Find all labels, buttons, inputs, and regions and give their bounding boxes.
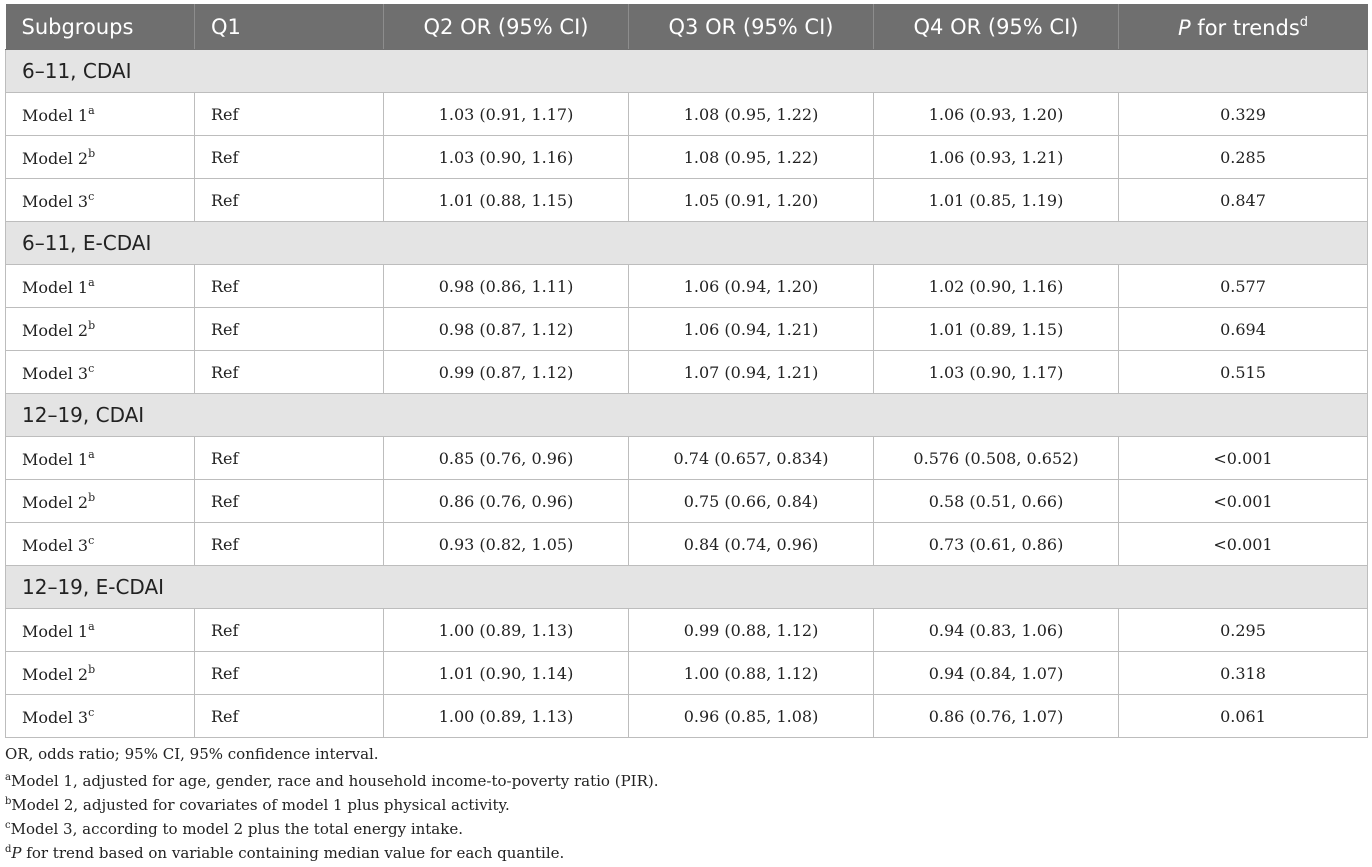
- group-label: 6–11, CDAI: [6, 50, 1368, 93]
- q4-cell: 1.06 (0.93, 1.20): [874, 93, 1119, 136]
- model-footnote-marker: a: [88, 447, 95, 461]
- p-trend-cell: 0.329: [1119, 93, 1368, 136]
- footnote-a: [5, 766, 1367, 790]
- footnotes: [5, 742, 1367, 862]
- p-trend-cell: <0.001: [1119, 480, 1368, 523]
- footnote-b: [5, 790, 1367, 814]
- q1-cell: Ref: [195, 265, 384, 308]
- model-footnote-marker: b: [88, 318, 96, 332]
- group-row: [6, 222, 1368, 265]
- q1-cell: Ref: [195, 351, 384, 394]
- q4-cell: 0.86 (0.76, 1.07): [874, 695, 1119, 738]
- q4-cell: 0.73 (0.61, 0.86): [874, 523, 1119, 566]
- footnote-abbreviations: OR, odds ratio; 95% CI, 95% confidence interval.: [5, 745, 379, 763]
- model-footnote-marker: c: [88, 533, 95, 547]
- model-cell: [6, 93, 195, 136]
- q1-cell: Ref: [195, 93, 384, 136]
- q2-cell: 0.98 (0.86, 1.11): [384, 265, 629, 308]
- model-footnote-marker: a: [88, 275, 95, 289]
- footnote-a-text: Model 1, adjusted for age, gender, race and household income-to-poverty ratio (PIR).: [10, 772, 659, 790]
- p-trend-cell: 0.061: [1119, 695, 1368, 738]
- model-footnote-marker: b: [88, 146, 96, 160]
- footnote-d: [5, 838, 1367, 862]
- model-label: Model 1: [22, 277, 89, 297]
- table-row: [6, 93, 1368, 136]
- q3-cell: 1.08 (0.95, 1.22): [629, 136, 874, 179]
- model-label: Model 2: [22, 148, 89, 168]
- q1-cell: Ref: [195, 652, 384, 695]
- model-footnote-marker: c: [88, 189, 95, 203]
- model-cell: [6, 609, 195, 652]
- table-row: [6, 523, 1368, 566]
- table-row: [6, 480, 1368, 523]
- q2-cell: 0.98 (0.87, 1.12): [384, 308, 629, 351]
- results-table-container: [5, 4, 1367, 862]
- model-label: Model 3: [22, 363, 89, 383]
- q1-cell: Ref: [195, 308, 384, 351]
- header-p-sup: d: [1299, 14, 1309, 30]
- q1-cell: Ref: [195, 523, 384, 566]
- q4-cell: 0.94 (0.83, 1.06): [874, 609, 1119, 652]
- group-row: [6, 394, 1368, 437]
- p-trend-cell: 0.285: [1119, 136, 1368, 179]
- p-trend-cell: 0.577: [1119, 265, 1368, 308]
- q4-cell: 1.03 (0.90, 1.17): [874, 351, 1119, 394]
- q1-cell: Ref: [195, 695, 384, 738]
- p-trend-cell: 0.318: [1119, 652, 1368, 695]
- model-cell: [6, 265, 195, 308]
- subgroup-odds-ratio-table: [5, 4, 1368, 738]
- q2-cell: 1.00 (0.89, 1.13): [384, 695, 629, 738]
- group-label: 12–19, CDAI: [6, 394, 1368, 437]
- p-trend-cell: 0.847: [1119, 179, 1368, 222]
- q4-cell: 1.01 (0.89, 1.15): [874, 308, 1119, 351]
- q1-cell: Ref: [195, 609, 384, 652]
- model-cell: [6, 695, 195, 738]
- model-label: Model 3: [22, 707, 89, 727]
- q1-cell: Ref: [195, 179, 384, 222]
- q3-cell: 1.06 (0.94, 1.20): [629, 265, 874, 308]
- q1-cell: Ref: [195, 136, 384, 179]
- p-trend-cell: 0.295: [1119, 609, 1368, 652]
- p-trend-cell: <0.001: [1119, 437, 1368, 480]
- model-cell: [6, 523, 195, 566]
- header-p-rest: for trends: [1190, 15, 1300, 40]
- group-label: 6–11, E-CDAI: [6, 222, 1368, 265]
- model-cell: [6, 179, 195, 222]
- model-cell: [6, 351, 195, 394]
- model-label: Model 1: [22, 105, 89, 125]
- footnote-c: [5, 814, 1367, 838]
- q4-cell: 1.02 (0.90, 1.16): [874, 265, 1119, 308]
- model-label: Model 1: [22, 449, 89, 469]
- model-label: Model 2: [22, 320, 89, 340]
- q1-cell: Ref: [195, 437, 384, 480]
- q3-cell: 1.08 (0.95, 1.22): [629, 93, 874, 136]
- p-trend-cell: 0.515: [1119, 351, 1368, 394]
- p-trend-cell: 0.694: [1119, 308, 1368, 351]
- q3-cell: 1.06 (0.94, 1.21): [629, 308, 874, 351]
- model-label: Model 1: [22, 621, 89, 641]
- q3-cell: 1.00 (0.88, 1.12): [629, 652, 874, 695]
- model-cell: [6, 652, 195, 695]
- table-body: [6, 50, 1368, 738]
- table-row: [6, 265, 1368, 308]
- q2-cell: 1.03 (0.90, 1.16): [384, 136, 629, 179]
- q3-cell: 0.84 (0.74, 0.96): [629, 523, 874, 566]
- model-label: Model 2: [22, 664, 89, 684]
- footnote-c-text: Model 3, according to model 2 plus the total energy intake.: [10, 820, 463, 838]
- q3-cell: 1.05 (0.91, 1.20): [629, 179, 874, 222]
- q4-cell: 1.01 (0.85, 1.19): [874, 179, 1119, 222]
- q2-cell: 1.01 (0.88, 1.15): [384, 179, 629, 222]
- model-footnote-marker: b: [88, 662, 96, 676]
- table-row: [6, 652, 1368, 695]
- group-row: [6, 566, 1368, 609]
- model-footnote-marker: a: [88, 619, 95, 633]
- group-label: 12–19, E-CDAI: [6, 566, 1368, 609]
- p-trend-cell: <0.001: [1119, 523, 1368, 566]
- table-row: [6, 351, 1368, 394]
- q4-cell: 0.576 (0.508, 0.652): [874, 437, 1119, 480]
- q3-cell: 0.96 (0.85, 1.08): [629, 695, 874, 738]
- model-cell: [6, 308, 195, 351]
- model-cell: [6, 480, 195, 523]
- footnote-c-marker: c: [5, 820, 11, 831]
- header-p-for-trends: [1119, 5, 1368, 50]
- q2-cell: 1.01 (0.90, 1.14): [384, 652, 629, 695]
- header-q2: Q2 OR (95% CI): [384, 5, 629, 50]
- header-q3: Q3 OR (95% CI): [629, 5, 874, 50]
- table-row: [6, 437, 1368, 480]
- model-cell: [6, 136, 195, 179]
- footnote-a-marker: a: [5, 772, 11, 783]
- q3-cell: 0.75 (0.66, 0.84): [629, 480, 874, 523]
- table-header-row: [6, 5, 1368, 50]
- footnote-d-marker: d: [5, 844, 12, 855]
- model-label: Model 3: [22, 191, 89, 211]
- q1-cell: Ref: [195, 480, 384, 523]
- q4-cell: 1.06 (0.93, 1.21): [874, 136, 1119, 179]
- q2-cell: 1.03 (0.91, 1.17): [384, 93, 629, 136]
- model-cell: [6, 437, 195, 480]
- table-row: [6, 695, 1368, 738]
- q2-cell: 1.00 (0.89, 1.13): [384, 609, 629, 652]
- q4-cell: 0.58 (0.51, 0.66): [874, 480, 1119, 523]
- model-label: Model 3: [22, 535, 89, 555]
- header-q4: Q4 OR (95% CI): [874, 5, 1119, 50]
- q2-cell: 0.85 (0.76, 0.96): [384, 437, 629, 480]
- header-q1: Q1: [195, 5, 384, 50]
- header-subgroups: Subgroups: [6, 5, 195, 50]
- footnote-d-italic: P: [11, 844, 22, 862]
- model-footnote-marker: a: [88, 103, 95, 117]
- q4-cell: 0.94 (0.84, 1.07): [874, 652, 1119, 695]
- q2-cell: 0.93 (0.82, 1.05): [384, 523, 629, 566]
- model-label: Model 2: [22, 492, 89, 512]
- q2-cell: 0.99 (0.87, 1.12): [384, 351, 629, 394]
- table-row: [6, 179, 1368, 222]
- q3-cell: 0.74 (0.657, 0.834): [629, 437, 874, 480]
- footnote-b-text: Model 2, adjusted for covariates of model 1 plus physical activity.: [11, 796, 510, 814]
- q3-cell: 0.99 (0.88, 1.12): [629, 609, 874, 652]
- table-row: [6, 136, 1368, 179]
- model-footnote-marker: b: [88, 490, 96, 504]
- group-row: [6, 50, 1368, 93]
- q3-cell: 1.07 (0.94, 1.21): [629, 351, 874, 394]
- header-p-italic: P: [1177, 15, 1191, 40]
- model-footnote-marker: c: [88, 705, 95, 719]
- table-row: [6, 308, 1368, 351]
- q2-cell: 0.86 (0.76, 0.96): [384, 480, 629, 523]
- model-footnote-marker: c: [88, 361, 95, 375]
- footnote-d-text: for trend based on variable containing median value for each quantile.: [21, 844, 565, 862]
- table-row: [6, 609, 1368, 652]
- footnote-b-marker: b: [5, 796, 12, 807]
